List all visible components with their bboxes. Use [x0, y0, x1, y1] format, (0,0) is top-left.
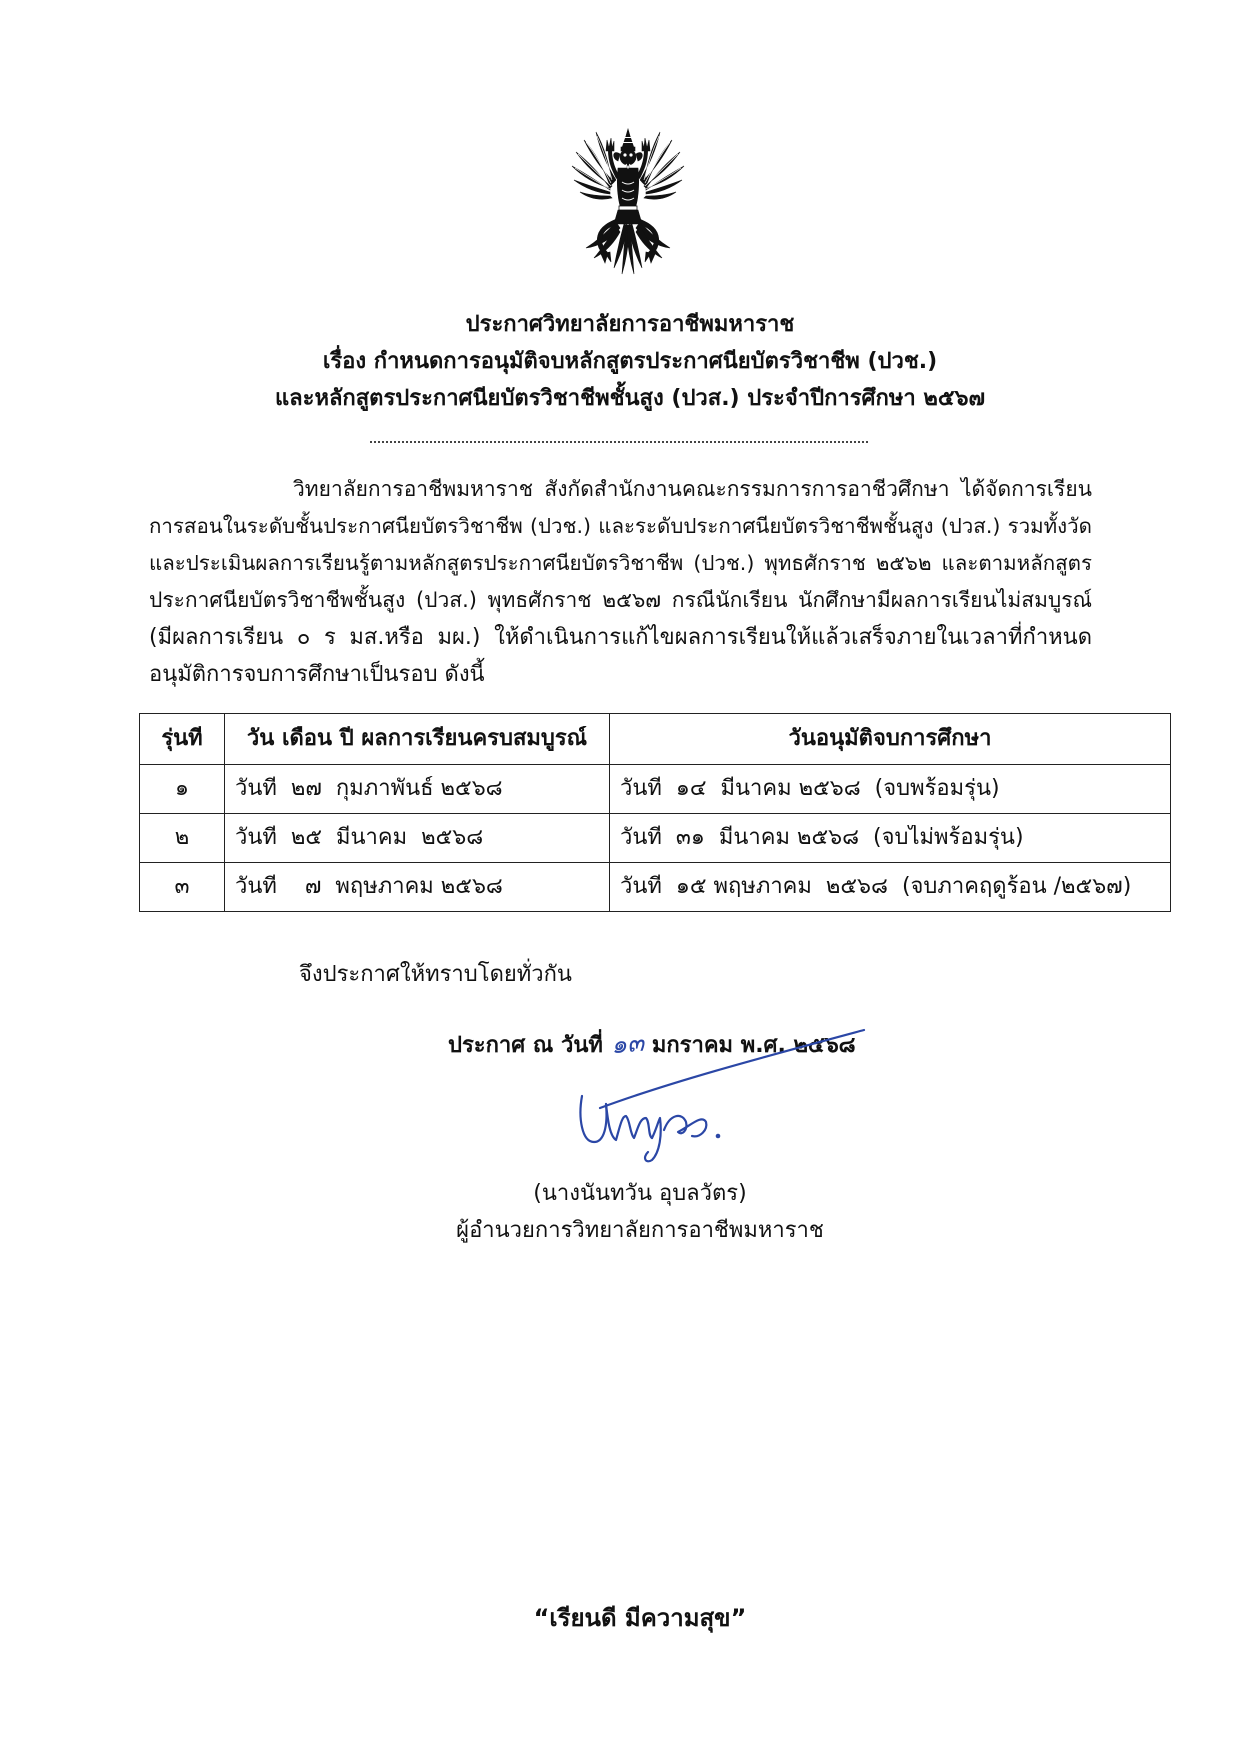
body-paragraph [149, 471, 1092, 693]
approval-date: วันที่ ๓๑ มีนาคม ๒๕๖๘ (จบไม่พร้อมรุ่น) [620, 824, 1024, 850]
header-completion-date [225, 714, 610, 765]
document-content [0, 306, 1238, 1249]
header-round [140, 714, 225, 765]
date-suffix: มกราคม พ.ศ. ๒๕๖๘ [651, 1033, 856, 1058]
approval-date-cell [610, 765, 1171, 814]
graduation-schedule-table [139, 713, 1171, 912]
round-number: ๒ [174, 824, 190, 850]
body-line: ประกาศนียบัตรวิชาชีพชั้นสูง (ปวส.) พุทธศักราช ๒๕๖๗ กรณีนักเรียน นักศึกษามีผลการเรียนไม่สมบูรณ์ [149, 588, 1092, 612]
signatory-name: (นางนันทวัน อุบลวัตร) [533, 1181, 747, 1206]
approval-date: วันที่ ๑๔ มีนาคม ๒๕๖๘ (จบพร้อมรุ่น) [620, 775, 1000, 801]
table-row [140, 863, 1171, 912]
body-line: การสอนในระดับชั้นประกาศนียบัตรวิชาชีพ (ปวช.) และระดับประกาศนียบัตรวิชาชีพชั้นสูง (ปวส.) รวมทั้งวัด [149, 514, 1092, 538]
garuda-emblem [566, 128, 690, 278]
table-header-row [140, 714, 1171, 765]
subject-line-continued: และหลักสูตรประกาศนียบัตรวิชาชีพชั้นสูง (ปวส.) ประจำปีการศึกษา ๒๕๖๗ [274, 386, 986, 411]
header-approval-date [610, 714, 1171, 765]
round-number: ๑ [175, 775, 189, 801]
header-label: รุ่นที่ [161, 725, 203, 751]
completion-date: วันที่ ๒๕ มีนาคม ๒๕๖๘ [235, 824, 484, 850]
body-line: (มีผลการเรียน ๐ ร มส.หรือ มผ.) ให้ดำเนินการแก้ไขผลการเรียนให้แล้วเสร็จภายในเวลาที่กำหนด [149, 625, 1092, 650]
approval-date-cell [610, 863, 1171, 912]
completion-date-cell [225, 814, 610, 863]
college-motto: “เรียนดี มีความสุข” [533, 1604, 747, 1632]
subject-line: เรื่อง กำหนดการอนุมัติจบหลักสูตรประกาศนียบัตรวิชาชีพ (ปวช.) [322, 349, 938, 374]
completion-date: วันที่ ๗ พฤษภาคม ๒๕๖๘ [235, 873, 503, 899]
announcement-heading [40, 306, 1220, 417]
signature-block [340, 1025, 940, 1249]
completion-date-cell [225, 765, 610, 814]
completion-date-cell [225, 863, 610, 912]
closing-statement: จึงประกาศให้ทราบโดยทั่วกัน [299, 962, 572, 987]
dotted-separator [370, 431, 868, 443]
round-cell [140, 814, 225, 863]
approval-date-cell [610, 814, 1171, 863]
body-line: และประเมินผลการเรียนรู้ตามหลักสูตรประกาศนียบัตรวิชาชีพ (ปวช.) พุทธศักราช ๒๕๖๒ และตามหลักสูตร [149, 551, 1092, 575]
round-number: ๓ [174, 873, 190, 899]
round-cell [140, 863, 225, 912]
approval-date: วันที่ ๑๕ พฤษภาคม ๒๕๖๘ (จบภาคฤดูร้อน /๒๕๖๗) [620, 873, 1132, 899]
header-label: วัน เดือน ปี ผลการเรียนครบสมบูรณ์ [246, 725, 588, 751]
garuda-icon [566, 128, 690, 278]
signature-area [340, 1064, 940, 1175]
table-row [140, 814, 1171, 863]
body-line: อนุมัติการจบการศึกษาเป็นรอบ ดังนี้ [149, 662, 485, 687]
handwritten-signature [560, 1018, 890, 1178]
round-cell [140, 765, 225, 814]
date-prefix: ประกาศ ณ วันที่ [448, 1033, 603, 1058]
body-line: วิทยาลัยการอาชีพมหาราช สังกัดสำนักงานคณะกรรมการการอาชีวศึกษา ได้จัดการเรียน [293, 477, 1092, 501]
completion-date: วันที่ ๒๗ กุมภาพันธ์ ๒๕๖๘ [235, 775, 503, 801]
signatory-position: ผู้อำนวยการวิทยาลัยการอาชีพมหาราช [456, 1218, 824, 1243]
handwritten-day: ๑๓ [609, 1027, 646, 1060]
issuer-title: ประกาศวิทยาลัยการอาชีพมหาราช [465, 312, 795, 337]
header-label: วันอนุมัติจบการศึกษา [788, 725, 992, 751]
table-row [140, 765, 1171, 814]
